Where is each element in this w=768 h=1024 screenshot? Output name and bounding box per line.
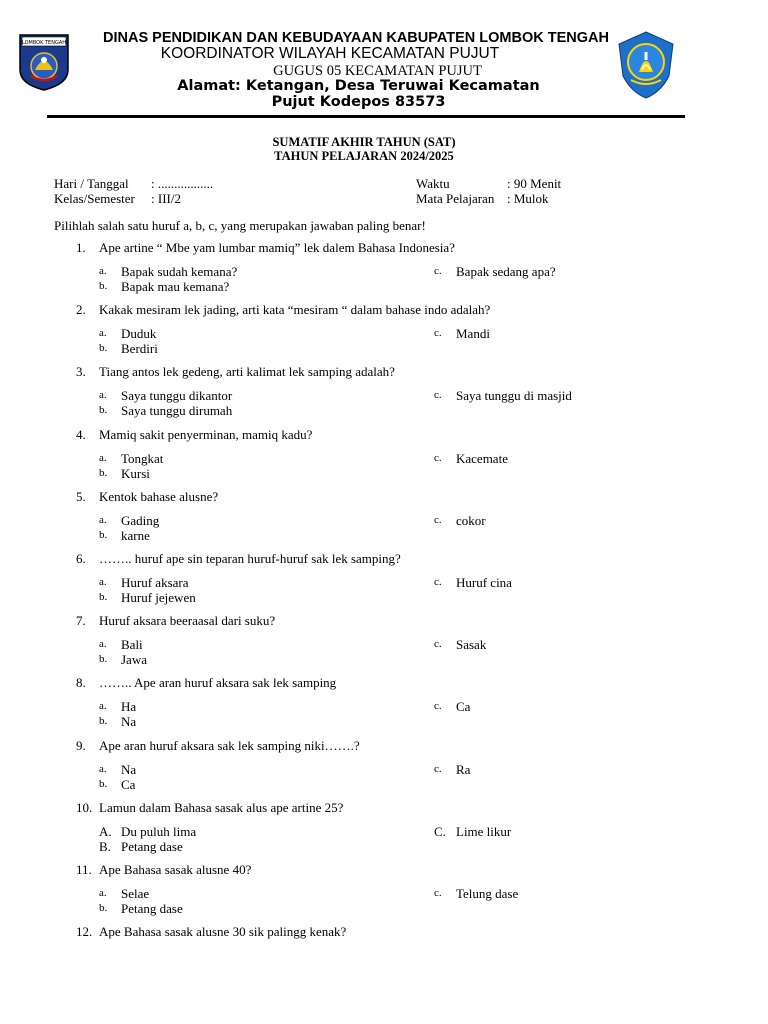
question-text: Lamun dalam Bahasa sasak alus ape artine 25? — [99, 800, 344, 815]
hari-value: : ................. — [151, 176, 214, 191]
option-letter: C. — [434, 824, 446, 839]
option-text: Kacemate — [456, 451, 508, 466]
option-text: Tongkat — [121, 451, 164, 466]
header-line-3: GUGUS 05 KECAMATAN PUJUT — [273, 63, 482, 79]
question-number: 3. — [76, 364, 86, 379]
option-letter: c. — [434, 327, 442, 339]
option-text: Selae — [121, 886, 150, 901]
option-letter: c. — [434, 887, 442, 899]
option-letter: A. — [99, 824, 112, 839]
option-letter: a. — [99, 327, 107, 339]
question-text: Kentok bahase alusne? — [99, 489, 219, 504]
hari-label: Hari / Tanggal — [54, 176, 129, 191]
option-text: Sasak — [456, 637, 487, 652]
question-text: Mamiq sakit penyerminan, mamiq kadu? — [99, 427, 313, 442]
question-text: Ape aran huruf aksara sak lek samping niki…….? — [99, 738, 360, 753]
logo-left-text: LOMBOK TENGAH — [21, 40, 67, 46]
waktu-label: Waktu — [416, 176, 450, 191]
question-number: 6. — [76, 551, 86, 566]
option-text: cokor — [456, 513, 486, 528]
option-text: Berdiri — [121, 341, 158, 356]
option-letter: a. — [99, 887, 107, 899]
option-text: Na — [121, 762, 137, 777]
option-letter: c. — [434, 514, 442, 526]
question-number: 11. — [76, 862, 92, 877]
question-number: 7. — [76, 613, 86, 628]
option-letter: c. — [434, 265, 442, 277]
header-line-5: Pujut Kodepos 83573 — [271, 94, 446, 110]
question-number: 4. — [76, 427, 86, 442]
option-letter: a. — [99, 389, 107, 401]
header-divider — [47, 115, 685, 118]
question-text: …….. huruf ape sin teparan huruf-huruf sak lek samping? — [99, 551, 401, 566]
option-text: Petang dase — [121, 839, 183, 854]
option-letter: b. — [99, 342, 108, 354]
option-text: Kursi — [121, 466, 150, 481]
option-letter: a. — [99, 638, 107, 650]
option-letter: a. — [99, 700, 107, 712]
option-text: Ra — [456, 762, 471, 777]
tut-wuri-handayani-logo — [617, 30, 675, 100]
question-text: Ape Bahasa sasak alusne 40? — [99, 862, 252, 877]
letterhead — [0, 28, 768, 120]
option-letter: a. — [99, 265, 107, 277]
option-letter: b. — [99, 280, 108, 292]
option-text: Lime likur — [456, 824, 512, 839]
option-letter: c. — [434, 638, 442, 650]
option-text: Na — [121, 714, 137, 729]
option-letter: a. — [99, 514, 107, 526]
option-letter: B. — [99, 839, 111, 854]
meta-mapel-row — [416, 191, 561, 206]
option-text: Huruf cina — [456, 575, 512, 590]
meta-left — [54, 176, 213, 206]
option-text: Gading — [121, 513, 160, 528]
option-text: Ha — [121, 699, 137, 714]
option-text: Saya tunggu di masjid — [456, 388, 572, 403]
option-letter: c. — [434, 389, 442, 401]
question-number: 2. — [76, 302, 86, 317]
option-text: Du puluh lima — [121, 824, 197, 839]
option-text: Bapak mau kemana? — [121, 279, 230, 294]
option-text: Saya tunggu dikantor — [121, 388, 233, 403]
option-text: Saya tunggu dirumah — [121, 403, 233, 418]
option-letter: c. — [434, 576, 442, 588]
option-letter: b. — [99, 778, 108, 790]
meta-waktu-row — [416, 176, 561, 191]
header-line-2: KOORDINATOR WILAYAH KECAMATAN PUJUT — [160, 45, 500, 62]
option-text: Telung dase — [456, 886, 519, 901]
option-text: Bapak sudah kemana? — [121, 264, 238, 279]
option-text: karne — [121, 528, 150, 543]
kelas-value: : III/2 — [151, 191, 181, 206]
option-text: Jawa — [121, 652, 147, 667]
header-line-4: Alamat: Ketangan, Desa Teruwai Kecamatan — [177, 78, 540, 94]
mapel-value: : Mulok — [507, 191, 549, 206]
option-letter: a. — [99, 763, 107, 775]
option-letter: c. — [434, 452, 442, 464]
question-text: Ape Bahasa sasak alusne 30 sik palingg kenak? — [99, 924, 347, 939]
option-letter: b. — [99, 404, 108, 416]
question-text: Ape artine “ Mbe yam lumbar mamiq” lek dalem Bahasa Indonesia? — [99, 240, 455, 255]
exam-subtitle: TAHUN PELAJARAN 2024/2025 — [274, 149, 454, 163]
instruction: Pilihlah salah satu huruf a, b, c, yang merupakan jawaban paling benar! — [54, 218, 426, 233]
kelas-label: Kelas/Semester — [54, 191, 135, 206]
mapel-label: Mata Pelajaran — [416, 191, 495, 206]
question-number: 5. — [76, 489, 86, 504]
question-number: 12. — [76, 924, 93, 939]
option-text: Duduk — [121, 326, 157, 341]
exam-titles — [0, 135, 728, 163]
question-text: Huruf aksara beeraasal dari suku? — [99, 613, 276, 628]
question-number: 10. — [76, 800, 93, 815]
option-text: Mandi — [456, 326, 490, 341]
option-letter: c. — [434, 763, 442, 775]
header-line-1: DINAS PENDIDIKAN DAN KEBUDAYAAN KABUPATEN LOMBOK TENGAH — [103, 30, 609, 46]
option-text: Ca — [456, 699, 471, 714]
question-number: 9. — [76, 738, 86, 753]
option-letter: b. — [99, 902, 108, 914]
exam-title: SUMATIF AKHIR TAHUN (SAT) — [272, 135, 456, 149]
question-text: …….. Ape aran huruf aksara sak lek samping — [99, 675, 337, 690]
meta-right — [416, 176, 561, 206]
option-letter: b. — [99, 529, 108, 541]
option-text: Bali — [121, 637, 143, 652]
question-number: 1. — [76, 240, 86, 255]
question-text: Kakak mesiram lek jading, arti kata “mesiram “ dalam bahase indo adalah? — [99, 302, 491, 317]
question-text: Tiang antos lek gedeng, arti kalimat lek samping adalah? — [99, 364, 395, 379]
option-text: Ca — [121, 777, 136, 792]
option-text: Bapak sedang apa? — [456, 264, 556, 279]
waktu-value: : 90 Menit — [507, 176, 562, 191]
option-letter: b. — [99, 715, 108, 727]
option-letter: a. — [99, 576, 107, 588]
option-letter: b. — [99, 591, 108, 603]
option-letter: c. — [434, 700, 442, 712]
option-text: Huruf aksara — [121, 575, 189, 590]
option-text: Huruf jejewen — [121, 590, 196, 605]
meta-hari-row — [54, 176, 213, 191]
meta-kelas-row — [54, 191, 213, 206]
question-number: 8. — [76, 675, 86, 690]
option-letter: b. — [99, 653, 108, 665]
option-letter: a. — [99, 452, 107, 464]
option-letter: b. — [99, 467, 108, 479]
option-text: Petang dase — [121, 901, 183, 916]
